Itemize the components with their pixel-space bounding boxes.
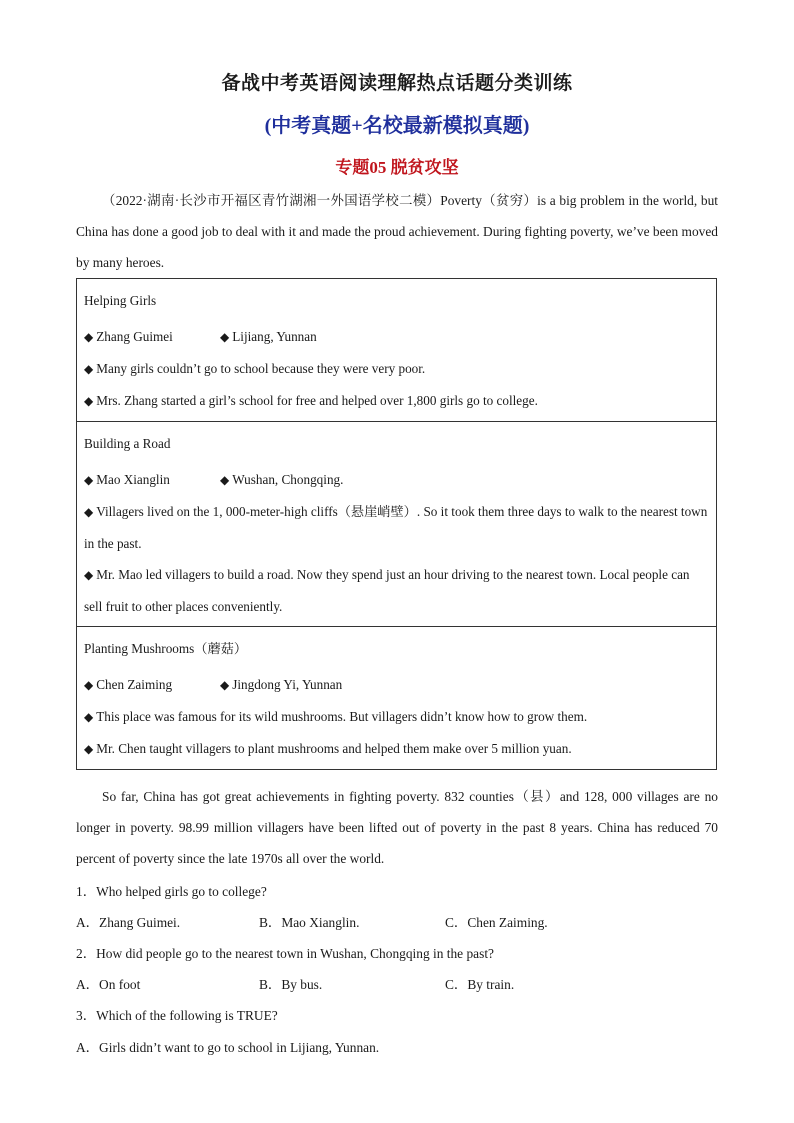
question-3-option-a[interactable]: A．Girls didn’t want to go to school in Lijiang, Yunnan. [76, 1040, 380, 1055]
section-heading: Building a Road [84, 436, 171, 451]
section-person-place [84, 464, 709, 496]
diamond-bullet-icon: ◆ [84, 362, 94, 376]
diamond-bullet-icon: ◆ [220, 330, 230, 344]
place-name: Wushan, Chongqing. [232, 472, 344, 487]
question-1-option-b[interactable]: B．Mao Xianglin. [259, 915, 360, 930]
question-3: 3．Which of the following is TRUE? [76, 1008, 278, 1023]
section-person-place [84, 669, 709, 701]
diamond-bullet-icon: ◆ [84, 473, 94, 487]
diamond-bullet-icon: ◆ [84, 568, 94, 582]
document-title: 备战中考英语阅读理解热点话题分类训练 [221, 73, 573, 94]
diamond-bullet-icon: ◆ [84, 710, 94, 724]
diamond-bullet-icon: ◆ [84, 678, 94, 692]
table-section-building-road [77, 422, 716, 627]
diamond-bullet-icon: ◆ [84, 505, 94, 519]
section-line: ◆ This place was famous for its wild mushrooms. But villagers didn’t know how to grow them. [84, 709, 588, 724]
person-name: Zhang Guimei [96, 329, 173, 344]
section-line: ◆ Villagers lived on the 1, 000-meter-high cliffs（悬崖峭壁）. So it took them three days to walk to the nearest town in the past. [84, 504, 708, 551]
question-1: 1．Who helped girls go to college? [76, 884, 267, 899]
person-name: Chen Zaiming [96, 677, 173, 692]
diamond-bullet-icon: ◆ [220, 473, 230, 487]
question-2-option-a[interactable]: A．On foot [76, 977, 141, 992]
place-name: Lijiang, Yunnan [232, 329, 317, 344]
section-line: ◆ Mr. Mao led villagers to build a road. Now they spend just an hour driving to the nearest town. Local people can sell fruit to other places conveniently. [84, 567, 690, 614]
table-section-planting-mushrooms [77, 627, 716, 769]
question-2-option-c[interactable]: C．By train. [445, 977, 515, 992]
document-subtitle: (中考真题+名校最新模拟真题) [264, 115, 530, 137]
diamond-bullet-icon: ◆ [84, 742, 94, 756]
intro-paragraph: （2022·湖南·长沙市开福区青竹湖湘一外国语学校二模）Poverty（贫穷）is a big problem in the world, but China has done a good job to deal with it and made the proud achievement. During fighting poverty, we’ve been moved by many heroes. [76, 193, 718, 270]
table-section-helping-girls [77, 279, 716, 422]
question-1-option-a[interactable]: A．Zhang Guimei. [76, 915, 181, 930]
topic-title: 专题05 脱贫攻坚 [335, 158, 459, 177]
section-line: ◆ Many girls couldn’t go to school because they were very poor. [84, 361, 426, 376]
section-heading: Helping Girls [84, 293, 157, 308]
place-name: Jingdong Yi, Yunnan [232, 677, 343, 692]
section-person-place [84, 321, 709, 353]
question-1-option-c[interactable]: C．Chen Zaiming. [445, 915, 548, 930]
question-2: 2．How did people go to the nearest town in Wushan, Chongqing in the past? [76, 946, 494, 961]
question-2-option-b[interactable]: B．By bus. [259, 977, 323, 992]
outro-paragraph: So far, China has got great achievements in fighting poverty. 832 counties（县）and 128, 000 villages are no longer in poverty. 98.99 million villagers have been lifted out of poverty in the past 8 years. China has reduced 70 percent of poverty since the late 1970s all over the world. [76, 789, 718, 866]
person-name: Mao Xianglin [96, 472, 170, 487]
diamond-bullet-icon: ◆ [84, 330, 94, 344]
diamond-bullet-icon: ◆ [84, 394, 94, 408]
section-line: ◆ Mr. Chen taught villagers to plant mushrooms and helped them make over 5 million yuan. [84, 741, 572, 756]
section-heading: Planting Mushrooms（蘑菇） [84, 641, 248, 656]
heroes-table [76, 278, 717, 770]
section-line: ◆ Mrs. Zhang started a girl’s school for free and helped over 1,800 girls go to college. [84, 393, 538, 408]
diamond-bullet-icon: ◆ [220, 678, 230, 692]
